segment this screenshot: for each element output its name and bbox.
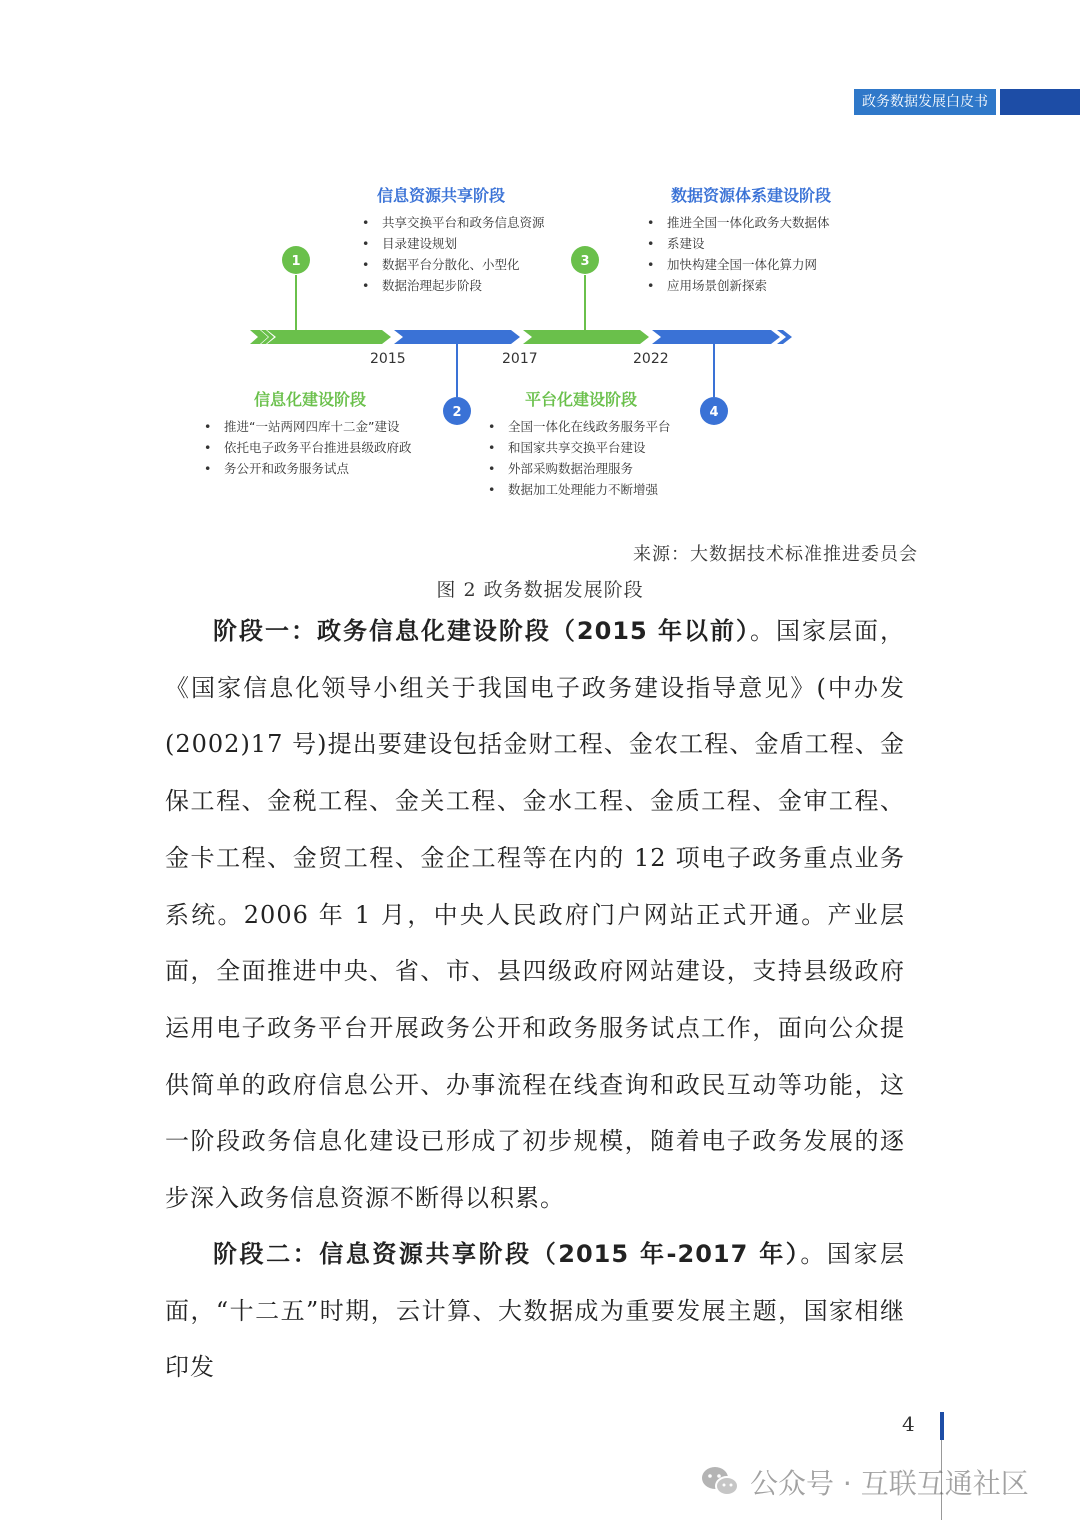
header-bar xyxy=(1000,89,1080,115)
stage-item: • 加快构建全国一体化算力网 xyxy=(645,254,831,275)
marker-3-num: 3 xyxy=(580,254,590,269)
marker-4-num: 4 xyxy=(709,405,719,420)
figure-source: 来源：大数据技术标准推进委员会 xyxy=(633,544,918,565)
marker-2-num: 2 xyxy=(452,405,462,420)
paragraph-heading: 阶段一：政务信息化建设阶段（2015 年以前） xyxy=(213,617,751,645)
stage-title: 信息资源共享阶段 xyxy=(377,186,506,205)
paragraph-stage-2 xyxy=(165,1226,905,1396)
paragraph-text: 。国家层面，《国家信息化领导小组关于我国电子政务建设指导意见》(中办发(2002)17 号)提出要建设包括金财工程、金农工程、金盾工程、金保工程、金税工程、金关工程、金水工程、金质工程、金审工程、金卡工程、金贸工程、金企工程等在内的 12 项电子政务重点业务系统。2006 年 1 月，中央人民政府门户网站正式开通。产业层面，全面推进中央、省、市、县四级政府网站建设，支持县级政府运用电子政务平台开展政务公开和政务服务试点工作，面向公众提供简单的政府信息公开、办事流程在线查询和政民互动等功能，这一阶段政务信息化建设已形成了初步规模，随着电子政务发展的逐步深入政务信息资源不断得以积累。 xyxy=(165,617,905,1213)
watermark xyxy=(700,1462,1029,1502)
wechat-icon xyxy=(700,1464,740,1500)
segment-1 xyxy=(267,330,391,344)
stage-2-box xyxy=(360,183,545,296)
stage-item: • 应用场景创新探索 xyxy=(645,275,831,296)
stage-item: • 依托电子政务平台推进县级政府政 xyxy=(202,437,412,458)
marker-1-num: 1 xyxy=(291,254,301,269)
stage-3-box xyxy=(486,387,671,500)
stage-item-cont: • 目录建设规划 xyxy=(360,233,545,254)
stage-item: • 全国一体化在线政务服务平台 xyxy=(486,416,671,437)
stage-title: 平台化建设阶段 xyxy=(525,390,638,409)
stage-item-cont: • 系建设 xyxy=(645,233,831,254)
year-label: 2017 xyxy=(502,351,538,367)
stage-item: • 推进“一站两网四库十二金”建设 xyxy=(202,416,412,437)
stage-item-cont: • 和国家共享交换平台建设 xyxy=(486,437,671,458)
header-tag xyxy=(854,89,1080,115)
stage-item: • 外部采购数据治理服务 xyxy=(486,458,671,479)
header-title: 政务数据发展白皮书 xyxy=(854,89,996,115)
year-label: 2015 xyxy=(370,351,406,367)
stage-title: 数据资源体系建设阶段 xyxy=(671,186,832,205)
segment-2 xyxy=(394,330,520,344)
stage-item: • 数据加工处理能力不断增强 xyxy=(486,479,671,500)
paragraph-stage-1 xyxy=(165,603,905,1227)
segment-3 xyxy=(523,330,649,344)
page-number: 4 xyxy=(902,1412,915,1436)
segment-4 xyxy=(652,330,780,344)
stage-4-box xyxy=(645,183,831,296)
timeline-figure xyxy=(195,175,855,515)
watermark-text: 公众号 · 互联互通社区 xyxy=(750,1467,1029,1500)
stage-item-cont: • 务公开和政务服务试点 xyxy=(202,458,412,479)
stage-item: • 共享交换平台和政务信息资源 xyxy=(360,212,545,233)
paragraph-text: 。国家层面，“十二五”时期，云计算、大数据成为重要发展主题，国家相继印发 xyxy=(165,1240,906,1382)
year-label: 2022 xyxy=(633,351,669,367)
page-number-bar xyxy=(940,1412,944,1440)
paragraph-heading: 阶段二：信息资源共享阶段（2015 年-2017 年） xyxy=(213,1240,801,1268)
stage-1-box xyxy=(202,387,412,479)
stage-item: • 数据治理起步阶段 xyxy=(360,275,545,296)
stage-title: 信息化建设阶段 xyxy=(254,390,367,409)
stage-item: • 数据平台分散化、小型化 xyxy=(360,254,545,275)
figure-caption: 图 2 政务数据发展阶段 xyxy=(436,579,644,601)
stage-item: • 推进全国一体化政务大数据体 xyxy=(645,212,831,233)
